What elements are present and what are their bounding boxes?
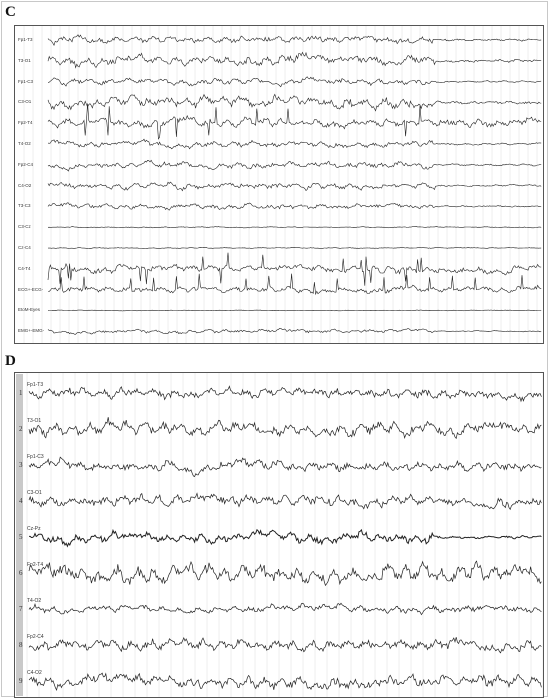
eeg-trace [48, 182, 541, 191]
channel-number: 9 [19, 677, 23, 685]
channel-label: C4-O2 [27, 670, 42, 676]
channel-number: 2 [19, 425, 23, 433]
channel-label: C3-O1 [27, 490, 42, 496]
eeg-trace [48, 247, 541, 248]
channel-number: 5 [19, 533, 23, 541]
channel-label: EtoM-Eyes [18, 307, 41, 313]
eeg-trace [29, 493, 541, 509]
channel-number: 4 [19, 497, 23, 505]
channel-label: ECG+-ECG- [18, 286, 44, 292]
eeg-trace [48, 227, 541, 228]
channel-label: C4-T4 [18, 265, 31, 271]
eeg-trace [29, 561, 541, 585]
channel-label: EMG+-EMG- [18, 328, 45, 334]
panel-c-letter: C [5, 4, 16, 20]
channel-label: Fp2-C4 [18, 161, 34, 167]
eeg-panel-c [14, 25, 544, 344]
eeg-trace [48, 94, 541, 110]
channel-label: Cz-Pz [27, 526, 41, 532]
channel-number: 1 [19, 389, 23, 397]
panel-d-letter: D [5, 353, 16, 369]
eeg-trace [29, 417, 541, 438]
eeg-trace [48, 52, 541, 67]
channel-label: C3-O1 [18, 99, 32, 105]
eeg-trace [29, 386, 541, 401]
channel-number: 7 [19, 605, 23, 613]
channel-number: 8 [19, 641, 23, 649]
channel-label: T4-O2 [27, 598, 42, 604]
channel-label: T3-O1 [27, 418, 42, 424]
channel-label: T3-C3 [18, 203, 31, 209]
channel-label: Fp1-C3 [27, 454, 44, 460]
channel-label: Fp2-T4 [27, 562, 44, 568]
channel-label: Fp1-C3 [18, 78, 34, 84]
eeg-trace [48, 160, 541, 171]
eeg-trace [29, 457, 541, 476]
eeg-trace [48, 310, 541, 311]
eeg-trace [48, 203, 541, 210]
eeg-trace [48, 253, 541, 286]
channel-label: Fp1-T3 [18, 37, 33, 42]
channel-number: 6 [19, 569, 23, 577]
eeg-trace [48, 139, 541, 149]
eeg-trace [48, 328, 541, 334]
channel-label: Fp2-C4 [27, 634, 44, 640]
eeg-trace [29, 673, 541, 690]
channel-label: Cz-C4 [18, 245, 31, 250]
channel-label: C3-Cz [18, 224, 31, 230]
channel-label: Fp1-T3 [27, 382, 44, 388]
eeg-trace [29, 603, 541, 614]
channel-label: T4-O2 [18, 141, 31, 146]
channel-label: C4-O2 [18, 182, 32, 188]
channel-number: 3 [19, 461, 23, 469]
eeg-traces-c [15, 26, 544, 344]
eeg-panel-d [14, 372, 544, 698]
channel-label: Fp2-T4 [18, 120, 33, 126]
eeg-trace [48, 274, 541, 294]
eeg-trace [48, 104, 541, 139]
channel-label: T3-O1 [18, 57, 31, 63]
eeg-trace [29, 530, 541, 547]
eeg-traces-d [15, 373, 544, 698]
eeg-trace [48, 35, 541, 45]
eeg-trace [48, 77, 541, 87]
eeg-trace [29, 637, 541, 653]
